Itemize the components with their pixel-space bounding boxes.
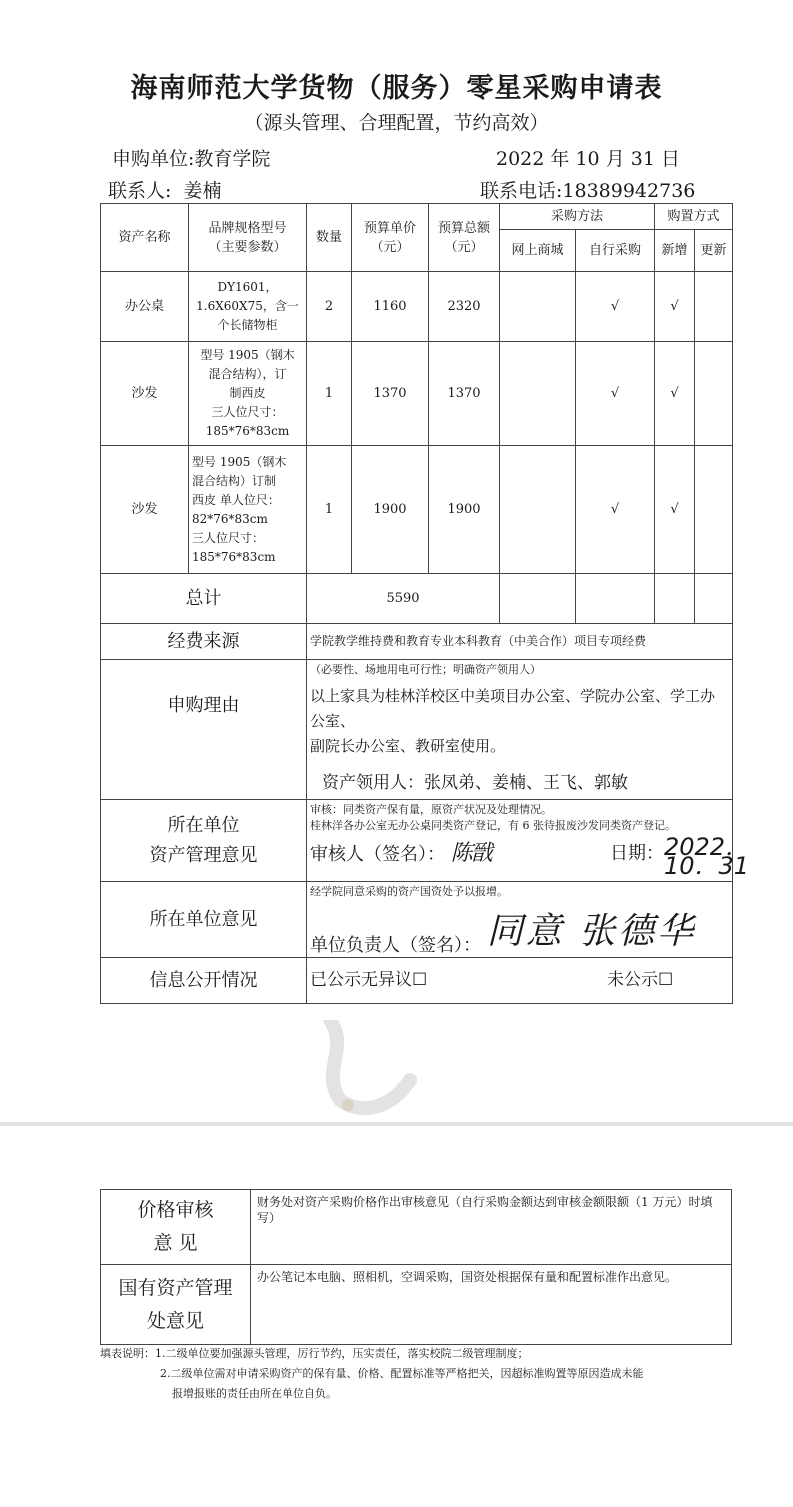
date-month-unit: 月 [605, 148, 625, 170]
row-online [500, 446, 576, 574]
row-unit-price: 1160 [352, 272, 429, 342]
asset-mgmt-text: 桂林洋各办公室无办公桌同类资产登记，有 6 张待报废沙发同类资产登记。 [310, 819, 676, 832]
applicant-unit [112, 144, 270, 171]
phone-label: 联系电话: [480, 180, 563, 202]
state-asset-label: 国有资产管理 处意见 [101, 1265, 251, 1345]
form-page-2 [0, 1126, 793, 1507]
header-asset-name: 资产名称 [101, 204, 189, 272]
contact-person [108, 176, 222, 203]
row-new-check: √ [655, 446, 695, 574]
watermark-smudge [300, 1020, 440, 1120]
price-review-note: 财务处对资产采购价格作出审核意见（自行采购金额达到审核金额限额（1 万元）时填写） [251, 1190, 732, 1265]
row-online [500, 272, 576, 342]
date-day: 31 [630, 148, 655, 170]
reviewer-label: 审核人（签名）： [310, 844, 445, 865]
date-day-unit: 日 [661, 148, 681, 170]
row-update [695, 446, 733, 574]
row-qty: 1 [307, 446, 352, 574]
table-row [101, 446, 733, 574]
row-spec: 型号 1905（钢木 混合结构），订 制西皮 三人位尺寸： 185*76*83cm [189, 342, 307, 446]
reviewer-signature: 陈戩 [450, 841, 491, 866]
unit-value: 教育学院 [194, 148, 271, 170]
disclosed-option: 已公示无异议☐ [310, 970, 428, 990]
row-qty: 1 [307, 342, 352, 446]
unit-label: 申购单位: [112, 148, 195, 170]
contact-label: 联系人: [108, 180, 172, 202]
reason-row [101, 660, 733, 800]
review-date-label: 日期： [610, 843, 664, 864]
reason-text-2: 副院长办公室、教研室使用。 [310, 737, 506, 755]
header-total: 预算总额 （元） [429, 204, 500, 272]
header-method: 采购方法 [500, 204, 655, 230]
header-update: 更新 [695, 230, 733, 272]
disclosure-label: 信息公开情况 [101, 958, 307, 1004]
contact-phone [480, 176, 695, 203]
header-buy: 购置方式 [655, 204, 733, 230]
reason-label: 申购理由 [101, 660, 307, 800]
form-subtitle: （源头管理、合理配置，节约高效） [244, 112, 549, 134]
header-self: 自行采购 [576, 230, 655, 272]
total-value: 5590 [307, 574, 500, 624]
footnote-line-2: 2.二级单位需对申请采购资产的保有量、价格、配置标准等严格把关，因超标准购置等原因造成未能 [160, 1367, 644, 1380]
asset-mgmt-note: 审核：同类资产保有量，原资产状况及处理情况。 [310, 803, 552, 816]
header-qty: 数量 [307, 204, 352, 272]
asset-mgmt-label: 所在单位 资产管理意见 [101, 800, 307, 882]
table-row [101, 342, 733, 446]
row-unit-price: 1900 [352, 446, 429, 574]
disclosure-row [101, 958, 733, 1004]
price-review-row [101, 1190, 732, 1265]
row-total: 1900 [429, 446, 500, 574]
header-unit-price: 预算单价 （元） [352, 204, 429, 272]
row-spec: 型号 1905（钢木 混合结构）订制 西皮 单人位尺： 82*76*83cm 三人位尺寸： 185*76*83cm [189, 446, 307, 574]
header-online: 网上商城 [500, 230, 576, 272]
date-year-unit: 年 [550, 148, 570, 170]
row-self-check: √ [576, 272, 655, 342]
row-online [500, 342, 576, 446]
unit-opinion-row [101, 882, 733, 958]
row-unit-price: 1370 [352, 342, 429, 446]
price-review-label: 价格审核 意 见 [101, 1190, 251, 1265]
unit-opinion-label: 所在单位意见 [101, 882, 307, 958]
row-update [695, 272, 733, 342]
funding-row [101, 624, 733, 660]
footnote-line-1: 填表说明：1.二级单位要加强源头管理，厉行节约，压实责任，落实校院二级管理制度； [100, 1347, 529, 1360]
asset-users: 资产领用人：张凤弟、姜楠、王飞、郭敏 [322, 773, 628, 793]
reason-text-1: 以上家具为桂林洋校区中美项目办公室、学院办公室、学工办公室、 [310, 687, 716, 730]
header-spec: 品牌规格型号 （主要参数） [189, 204, 307, 272]
row-qty: 2 [307, 272, 352, 342]
row-spec: DY1601， 1.6X60X75，含一 个长储物柜 [189, 272, 307, 342]
phone-value: 18389942736 [562, 180, 696, 202]
funding-label: 经费来源 [101, 624, 307, 660]
review-date-value: 2022．10．31 [664, 833, 750, 880]
unit-opinion-note: 经学院同意采购的资产国资处予以报增。 [310, 885, 508, 898]
asset-mgmt-row [101, 800, 733, 882]
application-date [496, 144, 680, 171]
row-name: 办公桌 [101, 272, 189, 342]
row-self-check: √ [576, 446, 655, 574]
reason-note: （必要性、场地用电可行性；明确资产领用人） [310, 663, 541, 676]
state-asset-note: 办公笔记本电脑、照相机，空调采购，国资处根据保有量和配置标准作出意见。 [251, 1265, 732, 1345]
row-self-check: √ [576, 342, 655, 446]
row-new-check: √ [655, 272, 695, 342]
date-year: 2022 [496, 148, 545, 170]
footnote-line-3: 报增报账的责任由所在单位自负。 [172, 1387, 337, 1400]
row-update [695, 342, 733, 446]
funding-value: 学院教学维持费和教育专业本科教育（中美合作）项目专项经费 [307, 624, 733, 660]
row-new-check: √ [655, 342, 695, 446]
review-table [100, 1189, 732, 1345]
row-name: 沙发 [101, 342, 189, 446]
row-total: 2320 [429, 272, 500, 342]
row-total: 1370 [429, 342, 500, 446]
unit-signature: 同意 张德华 [486, 911, 697, 952]
total-row [101, 574, 733, 624]
not-disclosed-option: 未公示☐ [607, 970, 674, 990]
date-month: 10 [575, 148, 600, 170]
header-new: 新增 [655, 230, 695, 272]
table-row [101, 272, 733, 342]
total-label: 总计 [101, 574, 307, 624]
row-name: 沙发 [101, 446, 189, 574]
signer-label: 单位负责人（签名）： [310, 935, 481, 956]
contact-value: 姜楠 [183, 180, 222, 202]
form-title: 海南师范大学货物（服务）零星采购申请表 [130, 73, 663, 104]
state-asset-row [101, 1265, 732, 1345]
purchase-table [100, 203, 750, 1004]
